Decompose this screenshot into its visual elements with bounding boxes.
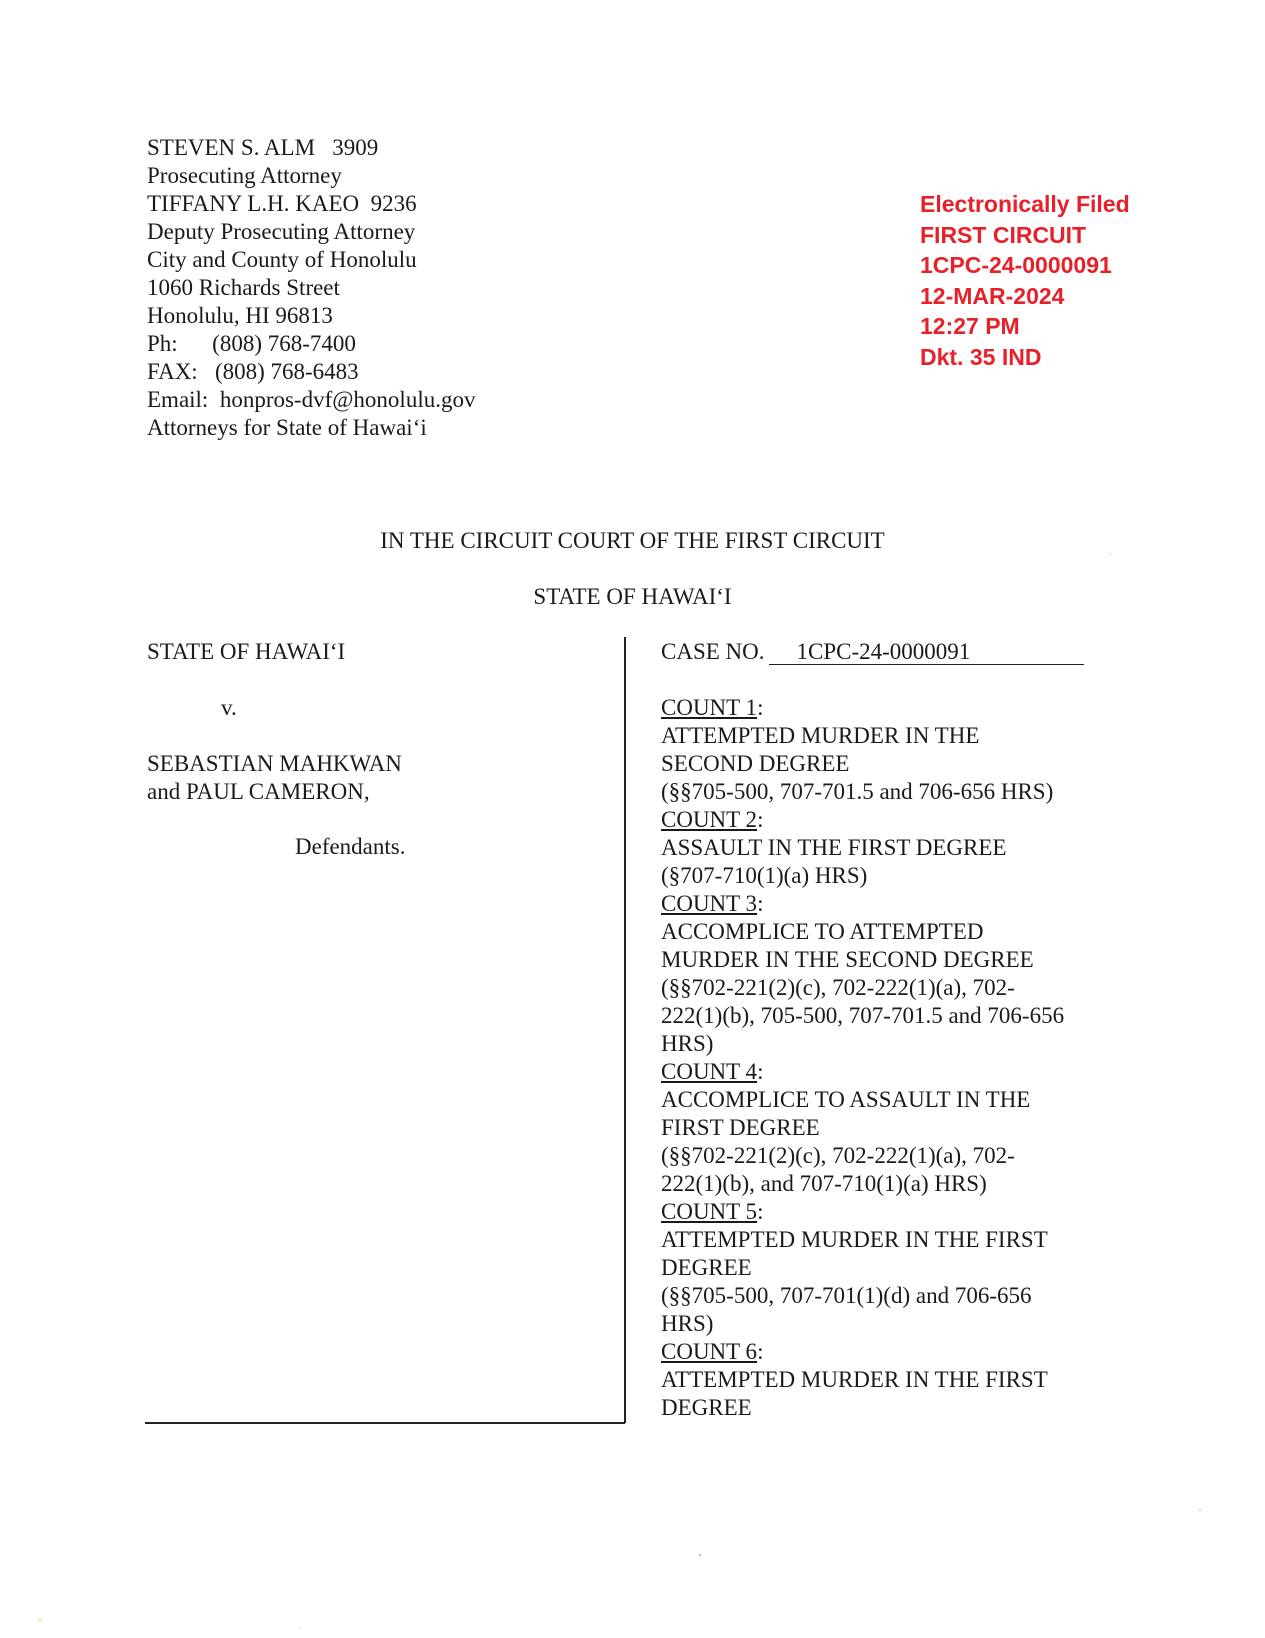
- count-text-line: 222(1)(b), 705-500, 707-701.5 and 706-656: [661, 1003, 1065, 1028]
- count-text-line: ACCOMPLICE TO ATTEMPTED: [661, 919, 984, 944]
- case-number-row: [661, 638, 1101, 666]
- defendants-label: Defendants.: [295, 834, 406, 859]
- scan-speck: [39, 1619, 42, 1622]
- count-text-line: DEGREE: [661, 1395, 752, 1420]
- case-caption-charges: [661, 638, 1101, 1420]
- count-text-line: DEGREE: [661, 1255, 752, 1280]
- attorney-line: Deputy Prosecuting Attorney: [147, 219, 416, 244]
- attorney-line: City and County of Honolulu: [147, 247, 417, 272]
- defendant-name-line: SEBASTIAN MAHKWAN: [147, 751, 402, 776]
- count-label: COUNT 4: [661, 1059, 758, 1084]
- stamp-line: Electronically Filed: [920, 191, 1130, 217]
- stamp-line: 12-MAR-2024: [920, 282, 1065, 309]
- court-name: IN THE CIRCUIT COURT OF THE FIRST CIRCUIT: [380, 528, 885, 553]
- count-text-line: ACCOMPLICE TO ASSAULT IN THE: [661, 1087, 1031, 1112]
- count-text-line: HRS): [661, 1031, 714, 1056]
- stamp-line: FIRST CIRCUIT: [920, 221, 1087, 248]
- count-text-line: ATTEMPTED MURDER IN THE FIRST: [661, 1227, 1048, 1252]
- case-number-value: 1CPC-24-0000091: [769, 640, 1084, 665]
- count-heading: COUNT 5:: [661, 1199, 764, 1224]
- scan-speck: [299, 1627, 301, 1629]
- count-text-line: SECOND DEGREE: [661, 751, 850, 776]
- count-heading: COUNT 6:: [661, 1339, 764, 1364]
- attorney-line: TIFFANY L.H. KAEO 9236: [147, 191, 417, 216]
- plaintiff-name: STATE OF HAWAI‘I: [147, 639, 346, 664]
- attorney-info-block: [147, 134, 667, 442]
- attorney-line: 1060 Richards Street: [147, 275, 340, 300]
- case-number-label: CASE NO.: [661, 639, 765, 664]
- count-label: COUNT 5: [661, 1199, 758, 1224]
- attorney-line: Email: honpros-dvf@honolulu.gov: [147, 387, 476, 412]
- court-state: STATE OF HAWAI‘I: [533, 584, 732, 609]
- scan-speck: [699, 1554, 701, 1556]
- count-label: COUNT 1: [661, 695, 758, 720]
- versus-label: v.: [221, 695, 237, 720]
- count-label: COUNT 3: [661, 891, 758, 916]
- defendant-name-line: and PAUL CAMERON,: [147, 779, 370, 804]
- count-text-line: ATTEMPTED MURDER IN THE FIRST: [661, 1367, 1048, 1392]
- attorney-line: Ph: (808) 768-7400: [147, 331, 356, 356]
- count-heading: COUNT 2:: [661, 807, 764, 832]
- stamp-line: 12:27 PM: [920, 313, 1020, 339]
- caption-vertical-divider: [624, 637, 626, 1423]
- stamp-line: Dkt. 35 IND: [920, 343, 1042, 370]
- count-text-line: (§§702-221(2)(c), 702-222(1)(a), 702-: [661, 1143, 1015, 1168]
- caption-bottom-rule: [145, 1422, 625, 1424]
- attorney-line: STEVEN S. ALM 3909: [147, 135, 379, 160]
- case-caption-parties: [147, 638, 607, 859]
- count-text-line: (§§705-500, 707-701(1)(d) and 706-656: [661, 1283, 1032, 1308]
- count-text-line: (§707-710(1)(a) HRS): [661, 863, 868, 888]
- count-text-line: (§§705-500, 707-701.5 and 706-656 HRS): [661, 779, 1054, 804]
- count-text-line: FIRST DEGREE: [661, 1115, 820, 1140]
- count-text-line: ASSAULT IN THE FIRST DEGREE: [661, 835, 1007, 860]
- counts-list: [661, 694, 1101, 1422]
- electronic-filing-stamp: [920, 189, 1130, 372]
- attorney-line: Attorneys for State of Hawai‘i: [147, 415, 427, 440]
- count-text-line: HRS): [661, 1311, 714, 1336]
- attorney-line: Honolulu, HI 96813: [147, 303, 333, 328]
- stamp-line: 1CPC-24-0000091: [920, 252, 1112, 278]
- count-text-line: 222(1)(b), and 707-710(1)(a) HRS): [661, 1171, 987, 1196]
- count-heading: COUNT 1:: [661, 695, 764, 720]
- count-heading: COUNT 3:: [661, 891, 764, 916]
- attorney-line: FAX: (808) 768-6483: [147, 359, 359, 384]
- count-label: COUNT 6: [661, 1339, 758, 1364]
- count-text-line: MURDER IN THE SECOND DEGREE: [661, 947, 1034, 972]
- scan-speck: [1199, 1509, 1201, 1511]
- count-text-line: ATTEMPTED MURDER IN THE: [661, 723, 980, 748]
- count-text-line: (§§702-221(2)(c), 702-222(1)(a), 702-: [661, 975, 1015, 1000]
- count-heading: COUNT 4:: [661, 1059, 764, 1084]
- attorney-line: Prosecuting Attorney: [147, 163, 342, 188]
- count-label: COUNT 2: [661, 807, 758, 832]
